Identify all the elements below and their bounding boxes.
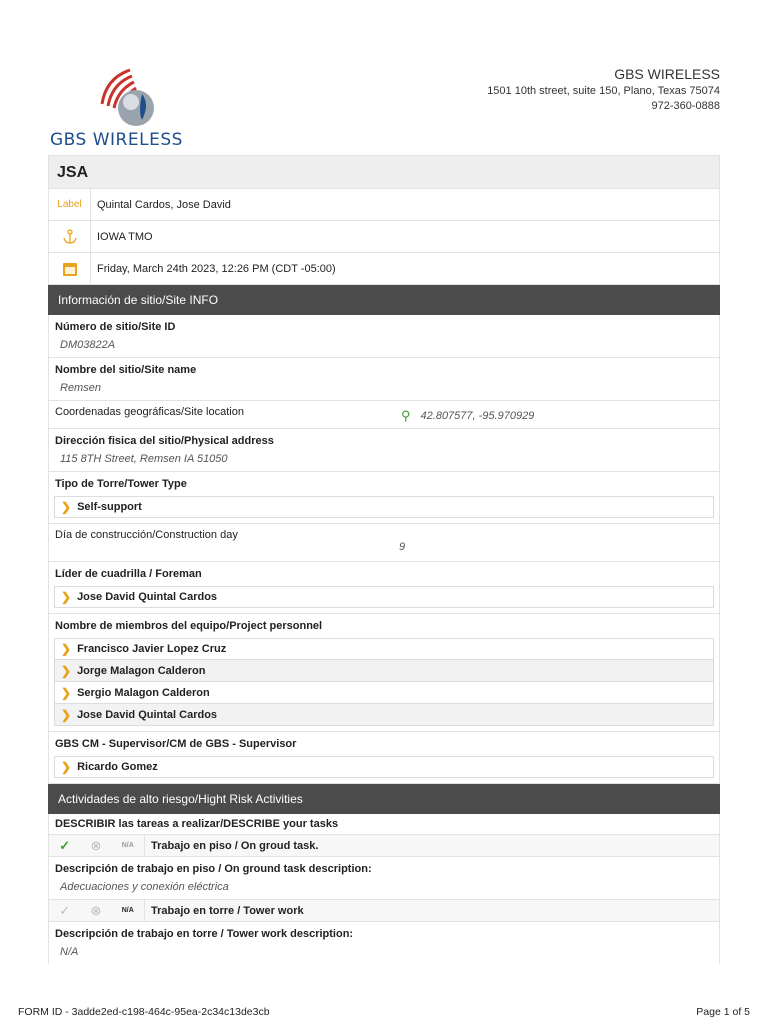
supervisor-value: Ricardo Gomez bbox=[77, 761, 158, 773]
foreman-label: Líder de cuadrilla / Foreman bbox=[55, 568, 202, 580]
jsa-form bbox=[48, 155, 720, 964]
personnel-list bbox=[48, 634, 720, 732]
describe-tasks-label: DESCRIBIR las tareas a realizar/DESCRIBE your tasks bbox=[55, 818, 339, 830]
chevron-right-icon: ❯ bbox=[61, 663, 72, 678]
foreman-value: Jose David Quintal Cardos bbox=[77, 591, 218, 603]
supervisor-choices bbox=[48, 752, 720, 784]
supervisor-option[interactable] bbox=[54, 756, 714, 778]
site-location-value[interactable] bbox=[401, 408, 534, 424]
page-number: Page 1 of 5 bbox=[696, 1006, 750, 1018]
chevron-right-icon: ❯ bbox=[61, 642, 72, 656]
form-id: FORM ID - 3adde2ed-c198-464c-95ea-2c34c13de3cb bbox=[18, 1006, 270, 1018]
meta-person-row bbox=[48, 189, 720, 221]
company-phone: 972-360-0888 bbox=[651, 100, 720, 112]
tower-desc-value: N/A bbox=[60, 946, 79, 958]
x-circle-icon[interactable]: ⊗ bbox=[90, 902, 102, 918]
anchor-icon bbox=[49, 221, 91, 252]
page-header bbox=[48, 60, 720, 152]
chevron-right-icon: ❯ bbox=[61, 685, 72, 700]
logo-globe-icon bbox=[50, 64, 210, 134]
site-name-field bbox=[48, 358, 720, 401]
construction-day-value: 9 bbox=[399, 541, 406, 553]
personnel-field bbox=[48, 614, 720, 634]
personnel-item[interactable] bbox=[54, 638, 714, 660]
personnel-label: Nombre de miembros del equipo/Project personnel bbox=[55, 620, 323, 632]
foreman-option[interactable] bbox=[54, 586, 714, 608]
personnel-name: Francisco Javier Lopez Cruz bbox=[77, 643, 227, 655]
task-ground-label: Trabajo en piso / On groud task. bbox=[151, 839, 319, 852]
company-address: 1501 10th street, suite 150, Plano, Texas 75074 bbox=[487, 85, 720, 97]
personnel-item[interactable] bbox=[54, 682, 714, 704]
tower-type-value: Self-support bbox=[77, 501, 142, 513]
tower-type-field bbox=[48, 472, 720, 492]
na-option[interactable]: N/A bbox=[121, 842, 134, 849]
company-name: GBS WIRELESS bbox=[614, 66, 720, 82]
chevron-right-icon: ❯ bbox=[61, 500, 72, 514]
site-name-label: Nombre del sitio/Site name bbox=[55, 364, 197, 376]
site-id-field bbox=[48, 315, 720, 358]
site-name-value: Remsen bbox=[60, 382, 101, 394]
task-tower-label: Trabajo en torre / Tower work bbox=[151, 904, 304, 917]
na-option[interactable]: N/A bbox=[121, 907, 134, 914]
construction-day-label: Día de construcción/Construction day bbox=[55, 529, 238, 541]
chevron-right-icon: ❯ bbox=[61, 760, 72, 774]
tower-desc-label: Descripción de trabajo en torre / Tower work description: bbox=[55, 928, 354, 940]
meta-date-row bbox=[48, 253, 720, 285]
task-row-tower bbox=[48, 900, 720, 922]
personnel-name: Jose David Quintal Cardos bbox=[77, 708, 218, 721]
tower-type-choices bbox=[48, 492, 720, 524]
task-row-ground bbox=[48, 835, 720, 857]
personnel-name: Sergio Malagon Calderon bbox=[77, 686, 210, 699]
tower-type-option[interactable] bbox=[54, 496, 714, 518]
risk-section-header: Actividades de alto riesgo/Hight Risk Activities bbox=[48, 784, 720, 814]
task-status-group bbox=[49, 900, 145, 921]
physical-address-value: 115 8TH Street, Remsen IA 51050 bbox=[60, 453, 228, 465]
site-coordinates: 42.807577, -95.970929 bbox=[420, 410, 535, 422]
personnel-item[interactable] bbox=[54, 704, 714, 726]
chevron-right-icon: ❯ bbox=[61, 590, 72, 604]
ground-desc-label: Descripción de trabajo en piso / On ground task description: bbox=[55, 863, 372, 875]
physical-address-label: Dirección fisica del sitio/Physical address bbox=[55, 435, 274, 447]
personnel-name: Jorge Malagon Calderon bbox=[77, 664, 206, 677]
ground-desc-value: Adecuaciones y conexión eléctrica bbox=[60, 881, 229, 893]
personnel-item[interactable] bbox=[54, 660, 714, 682]
supervisor-field bbox=[48, 732, 720, 752]
site-location-field bbox=[48, 401, 720, 429]
form-title: JSA bbox=[48, 155, 720, 189]
site-location-label: Coordenadas geográficas/Site location bbox=[55, 406, 244, 418]
meta-location-row bbox=[48, 221, 720, 253]
page-footer bbox=[18, 1006, 750, 1018]
meta-datetime: Friday, March 24th 2023, 12:26 PM (CDT -05:00) bbox=[97, 262, 336, 275]
ground-desc-field bbox=[48, 857, 720, 900]
task-status-group bbox=[49, 835, 145, 856]
label-icon: Label bbox=[49, 189, 91, 220]
meta-location: IOWA TMO bbox=[97, 230, 153, 243]
calendar-icon bbox=[49, 253, 91, 284]
chevron-right-icon: ❯ bbox=[61, 707, 72, 722]
describe-tasks-field bbox=[48, 814, 720, 835]
site-id-label: Número de sitio/Site ID bbox=[55, 321, 176, 333]
check-circle-icon[interactable]: ✓ bbox=[59, 902, 71, 918]
map-pin-icon: ⚲ bbox=[401, 408, 411, 423]
site-id-value: DM03822A bbox=[60, 339, 116, 351]
logo-text: GBS WIRELESS bbox=[50, 130, 183, 150]
tower-type-label: Tipo de Torre/Tower Type bbox=[55, 478, 187, 490]
x-circle-icon[interactable]: ⊗ bbox=[90, 837, 102, 853]
meta-person: Quintal Cardos, Jose David bbox=[97, 198, 231, 211]
foreman-choices bbox=[48, 582, 720, 614]
company-logo bbox=[50, 64, 210, 150]
company-info bbox=[487, 66, 720, 112]
foreman-field bbox=[48, 562, 720, 582]
tower-desc-field bbox=[48, 922, 720, 964]
site-info-section-header: Información de sitio/Site INFO bbox=[48, 285, 720, 315]
construction-day-field bbox=[48, 524, 720, 562]
physical-address-field bbox=[48, 429, 720, 472]
check-circle-icon[interactable]: ✓ bbox=[59, 837, 71, 853]
supervisor-label: GBS CM - Supervisor/CM de GBS - Supervisor bbox=[55, 738, 297, 750]
